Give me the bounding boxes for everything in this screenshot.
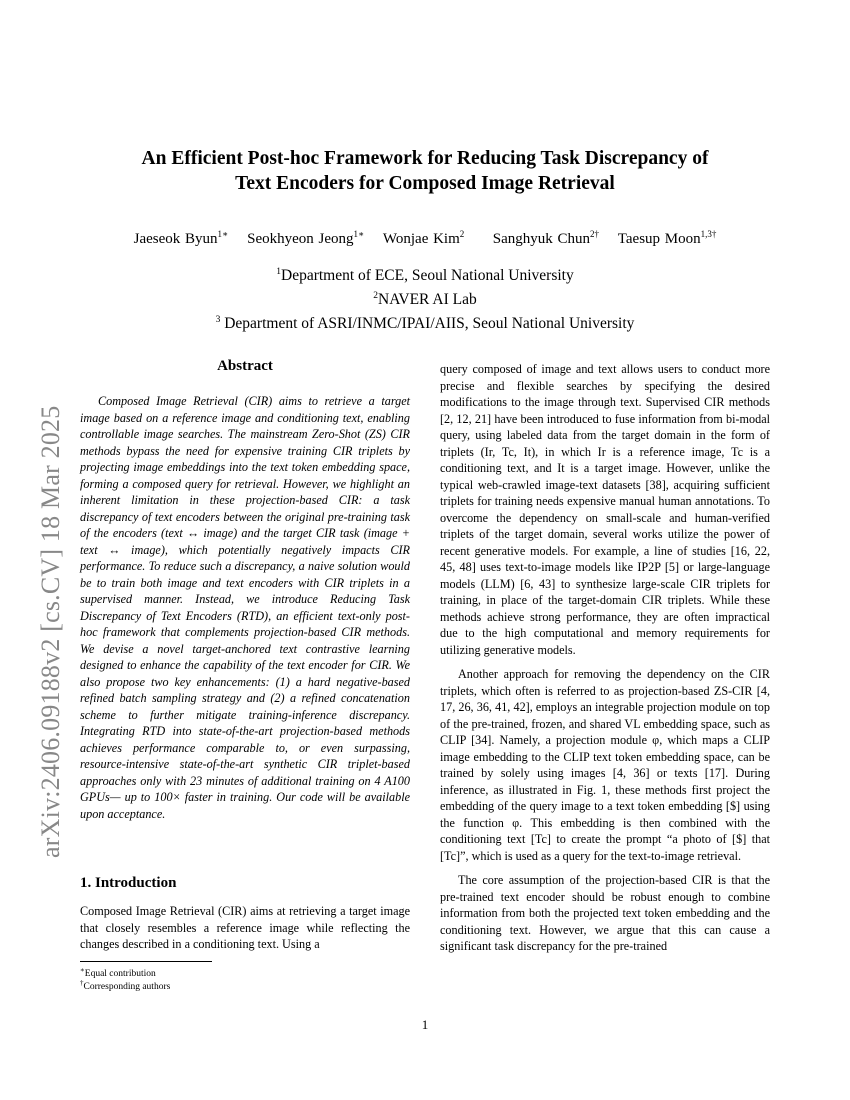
- abstract-heading: Abstract: [217, 358, 273, 374]
- paper-title: [0, 146, 850, 196]
- intro-paragraph: Composed Image Retrieval (CIR) aims at retrieving a target image that closely resembles a reference image while reflecting the changes described in a conditioning text. Using a: [80, 904, 410, 951]
- title-line-2: Text Encoders for Composed Image Retrieval: [235, 173, 615, 194]
- body-paragraph: query composed of image and text allows users to conduct more precise and flexible searches by specifying the desired modifications to the image through text. Supervised CIR methods [2, 12, 21] have been introduced to fuse information from bi-modal query, using labeled data from the target domain in the form of triplets (Ir, Tc, It), in which Ir is a reference image, Tc is a conditioning text, and It is a target image. However, unlike the typical web-crawled image-text datasets [38], acquiring sufficient triplets for training needs expensive manual human annotations. To overcome the dependency on small-scale and human-verified triplets of the target domain, several works utilize the power of recent generative models. For example, a line of studies [16, 22, 45, 48] uses text-to-image models like IP2P [5] or large-language models (LLM) [6, 43] to synthesize large-scale CIR triplets for training, in place of the target-domain CIR triplets. While these methods achieve strong performance, they are often impractical due to the high computational and memory requirements for utilizing generative models.: [440, 362, 770, 657]
- body-paragraph: The core assumption of the projection-based CIR is that the pre-trained text encoder should be robust enough to combine information from both the projected text token embedding and the conditioning text. However, we argue that this can cause a significant task discrepancy for the pre-trained: [440, 873, 770, 953]
- author: Sanghyuk Chun$^{2\dagger}$: [492, 229, 600, 247]
- affiliation: $^2$NAVER AI Lab: [373, 291, 477, 309]
- author: Seokhyeon Jeong$^{1∗}$: [247, 229, 365, 247]
- section-heading-introduction: 1. Introduction: [80, 875, 177, 891]
- footnote-divider: [80, 961, 212, 962]
- affiliation: $^1$Department of ECE, Seoul National University: [276, 267, 574, 285]
- author-list: [0, 224, 850, 249]
- title-line-1: An Efficient Post-hoc Framework for Reducing Task Discrepancy of: [141, 148, 709, 169]
- author: Wonjae Kim$^2$: [382, 229, 465, 247]
- arxiv-stamp: arXiv:2406.09188v2 [cs.CV] 18 Mar 2025: [36, 405, 65, 858]
- affiliations: [0, 262, 850, 334]
- page-number: 1: [421, 1017, 429, 1032]
- footnote-equal-contribution: ∗Equal contribution: [80, 966, 156, 980]
- author: Taesup Moon$^{1,3\dagger}$: [617, 229, 717, 247]
- author: Jaeseok Byun$^{1∗}$: [133, 229, 229, 247]
- right-column: [440, 361, 770, 963]
- abstract-text: Composed Image Retrieval (CIR) aims to retrieve a target image based on a reference image and conditioning text, enabling controllable image searches. The mainstream Zero-Shot (ZS) CIR methods bypass the need for expensive training CIR triplets by projecting image embeddings into the text token embedding space, forming a composed query for retrieval. However, we highlight an inherent limitation in these projection-based CIR: a task discrepancy of text encoders between the original pre-training task of the encoders (text ↔ image) and the target CIR task (image + text ↔ image), which potentially negatively impacts CIR performance. To reduce such a discrepancy, a naive solution would be to train both image and text encoders with CIR triplets in a supervised manner. Instead, we introduce Reducing Task Discrepancy of Text Encoders (RTD), an efficient text-only post-hoc framework that complements projection-based CIR methods. We devise a novel target-anchored text contrastive learning designed to enhance the capability of the text encoder for CIR. We also propose two key enhancements: (1) a hard negative-based refined batch sampling strategy and (2) a refined concatenation scheme to further mitigate training-inference discrepancy. Integrating RTD into state-of-the-art projection-based methods achieves performance comparable to, or even surpassing, resource-intensive state-of-the-art synthetic CIR triplet-based approaches only with 23 minutes of additional training on 4 A100 GPUs— up to 100× faster in training. Our code will be available upon acceptance.: [80, 394, 410, 821]
- affiliation: $^3$ Department of ASRI/INMC/IPAI/AIIS, Seoul National University: [215, 315, 635, 333]
- footnote-corresponding-authors: †Corresponding authors: [80, 979, 171, 993]
- body-paragraph: Another approach for removing the dependency on the CIR triplets, which often is referred to as projection-based ZS-CIR [4, 17, 26, 36, 41, 42], employs an integrable projection module on top of the pre-trained, frozen, and shared VL embedding space, such as CLIP [34]. Namely, a projection module φ, which maps a CLIP image embedding to the CLIP text token embedding space, can be trained by solely using images [4, 36] or texts [17]. During inference, as illustrated in Fig. 1, these methods first project the embedding of the query image to a text token embedding [$] using the function φ. This embedding is then combined with the conditioning text [Tc] to create the prompt “a photo of [$] that [Tc]”, which is used as a query for the text-to-image retrieval.: [440, 667, 770, 863]
